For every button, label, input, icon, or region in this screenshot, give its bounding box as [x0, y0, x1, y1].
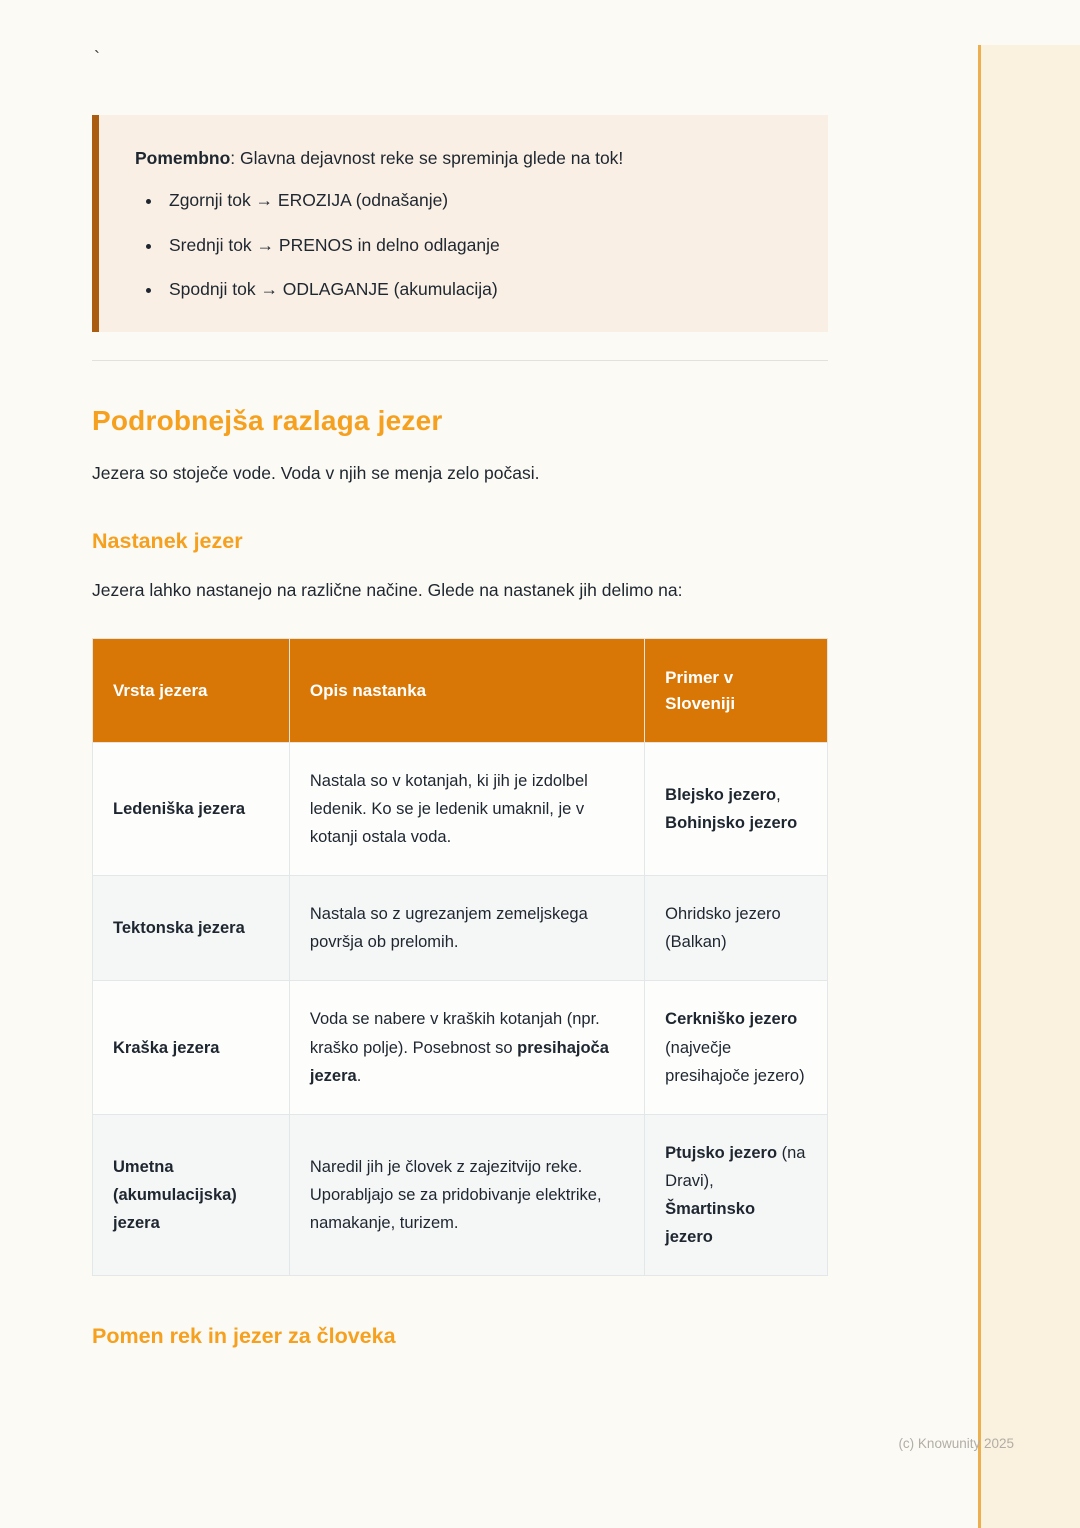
table-cell: Nastala so v kotanjah, ki jih je izdolbel ledenik. Ko se je ledenik umaknil, je v kotanji ostala voda.: [289, 743, 644, 876]
lakes-heading: Podrobnejša razlaga jezer: [92, 405, 443, 436]
table-cell: Voda se nabere v kraških kotanjah (npr. kraško polje). Posebnost so presihajoča jezera.: [289, 981, 644, 1114]
callout-box: [92, 115, 828, 332]
stray-character: `: [94, 48, 100, 68]
callout-bullet: • Zgornji tok → EROZIJA (odnašanje): [163, 187, 792, 213]
table-cell: Cerkniško jezero (največje presihajoče jezero): [645, 981, 828, 1114]
page-edge-strip: [978, 45, 1080, 1528]
table-header-cell-example: Primer v Sloveniji: [645, 639, 828, 743]
callout-bullet: • Srednji tok → PRENOS in delno odlaganje: [163, 232, 792, 258]
callout-list: [135, 187, 792, 302]
table-row: [93, 1114, 828, 1275]
table-cell: Ptujsko jezero (na Dravi), Šmartinsko jezero: [645, 1114, 828, 1275]
table-cell: Tektonska jezera: [93, 876, 290, 981]
table-row: [93, 876, 828, 981]
callout-lead-bold: Pomembno: [135, 148, 231, 168]
table-cell: Blejsko jezero, Bohinjsko jezero: [645, 743, 828, 876]
table-row: [93, 981, 828, 1114]
table-cell: Ledeniška jezera: [93, 743, 290, 876]
table-cell: Naredil jih je človek z zajezitvijo reke. Uporabljajo se za pridobivanje elektrike, namakanje, turizem.: [289, 1114, 644, 1275]
table-header-cell-description: Opis nastanka: [289, 639, 644, 743]
callout-lead: [135, 145, 792, 171]
formation-heading: Nastanek jezer: [92, 529, 243, 554]
table-header-cell-type: Vrsta jezera: [93, 639, 290, 743]
table-header-row: [93, 639, 828, 743]
table-cell: Umetna (akumulacijska) jezera: [93, 1114, 290, 1275]
table-row: [93, 743, 828, 876]
lakes-table: [92, 638, 828, 1276]
callout-lead-rest: : Glavna dejavnost reke se spreminja glede na tok!: [230, 148, 624, 168]
formation-intro: Jezera lahko nastanejo na različne načine. Glede na nastanek jih delimo na:: [92, 580, 683, 601]
importance-heading: Pomen rek in jezer za človeka: [92, 1323, 396, 1348]
document-content: [92, 0, 828, 1349]
table-cell: Nastala so z ugrezanjem zemeljskega površja ob prelomih.: [289, 876, 644, 981]
callout-bullet: • Spodnji tok → ODLAGANJE (akumulacija): [163, 276, 792, 302]
table-cell: Ohridsko jezero (Balkan): [645, 876, 828, 981]
table-body: [93, 743, 828, 1276]
table-cell: Kraška jezera: [93, 981, 290, 1114]
lakes-intro: Jezera so stoječe vode. Voda v njih se menja zelo počasi.: [92, 463, 540, 483]
copyright-text: (c) Knowunity 2025: [898, 1436, 1014, 1451]
section-divider: [92, 360, 828, 361]
